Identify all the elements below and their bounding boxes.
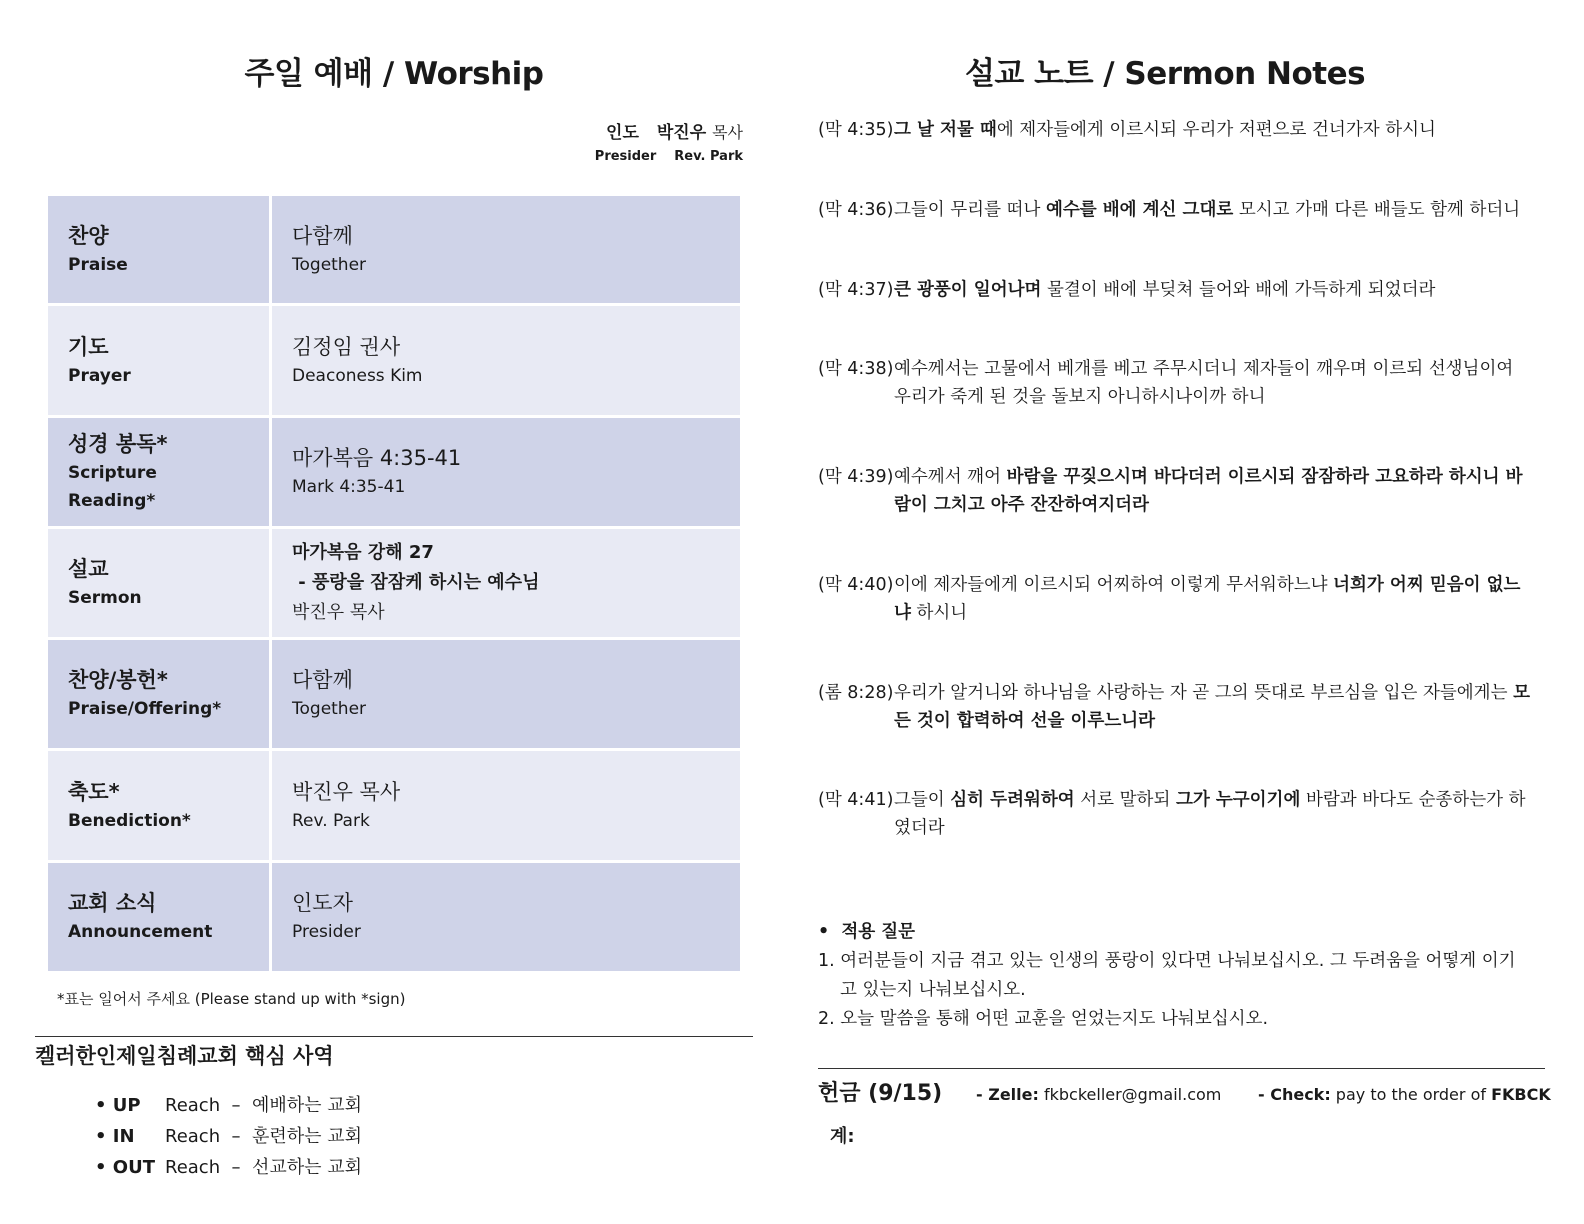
verse-note: [818, 571, 1553, 627]
verse-text: 이에 제자들에게 이르시되 어찌하여 이렇게 무서워하느냐: [894, 575, 1334, 595]
ministry-bullet: • OUT: [95, 1157, 155, 1178]
order-row-benediction: [47, 750, 742, 862]
item-kr: 성경 봉독*: [68, 432, 168, 456]
verse-text-line2: 우리가 죽게 된 것을 돌보지 아니하시나이까 하니: [894, 387, 1266, 407]
item-en: Scripture Reading*: [68, 463, 157, 511]
worship-column: [0, 0, 790, 1224]
verse-text: 그들이: [894, 790, 951, 810]
verse-text: 그들이 무리를 떠나: [894, 200, 1046, 220]
order-value: [271, 195, 742, 305]
presider-name-kr: 박진우: [656, 123, 707, 143]
presider-name-en: Rev. Park: [674, 149, 743, 164]
verse-ref: (막 4:41): [818, 790, 894, 810]
divider: [818, 1068, 1545, 1069]
check-payee: FKBCK: [1491, 1085, 1551, 1104]
verse-ref: (막 4:37): [818, 280, 894, 300]
order-row-sermon: [47, 528, 742, 639]
item-kr: 찬양: [68, 223, 109, 248]
item-en: Praise: [68, 254, 128, 275]
verse-text-line2: 하시니: [910, 603, 968, 623]
verse-emphasis: 모: [1513, 683, 1530, 703]
order-item: [47, 417, 271, 528]
item-en: Prayer: [68, 365, 131, 386]
check-instruction: pay to the order of: [1330, 1085, 1492, 1104]
item-kr: 기도: [68, 334, 109, 359]
verse-text: 바람과 바다도 순종하는가 하: [1300, 790, 1526, 810]
divider: [35, 1036, 753, 1037]
verse-note: [818, 786, 1553, 842]
verse-text: 물결이 배에 부딪쳐 들어와 배에 가득하게 되었더라: [1041, 280, 1436, 300]
value-kr: 다함께: [292, 223, 353, 248]
item-en: Announcement: [68, 922, 213, 942]
order-row-announcement: [47, 862, 742, 973]
order-item: [47, 195, 271, 305]
verse-text: 모시고 가매 다른 배들도 함께 하더니: [1233, 200, 1521, 220]
sermon-notes-column: [790, 0, 1584, 1224]
verse-emphasis: 너희가 어찌 믿음이 없느: [1333, 575, 1521, 595]
verse-emphasis: 심히 두려워하여: [950, 790, 1075, 810]
item-en: Benediction*: [68, 810, 191, 831]
value-en: Together: [292, 699, 367, 719]
verse-note: [818, 463, 1553, 519]
verse-emphasis-line2: 냐: [894, 603, 911, 623]
item-en: Sermon: [68, 588, 142, 608]
offering-total-label: 계:: [830, 1126, 855, 1147]
order-row-prayer: [47, 305, 742, 417]
verse-note: [818, 196, 1553, 224]
verse-text: 예수께서는 고물에서 베개를 베고 주무시더니 제자들이 깨우며 이르되 선생님이여: [894, 359, 1514, 379]
verse-ref: (막 4:39): [818, 467, 894, 487]
verse-ref: (롬 8:28): [818, 683, 894, 703]
application-questions: [818, 918, 1553, 1034]
order-item: [47, 528, 271, 639]
order-item: [47, 639, 271, 750]
ministry-bullet: • IN: [95, 1126, 135, 1147]
order-row-praise: [47, 195, 742, 305]
question-2: 2. 오늘 말씀을 통해 어떤 교훈을 얻었는지도 나눠보십시오.: [818, 1009, 1269, 1029]
verse-text-line2: 였더라: [894, 818, 945, 838]
core-ministry-title: 켈러한인제일침례교회 핵심 사역: [35, 1044, 334, 1068]
order-item: [47, 750, 271, 862]
list-item: [95, 1090, 362, 1121]
verse-note: [818, 679, 1553, 735]
ministry-text: Reach – 예배하는 교회: [165, 1095, 363, 1116]
sermon-title: 마가복음 강해 27: [292, 542, 434, 563]
order-item: [47, 305, 271, 417]
value-kr: 김정임 권사: [292, 334, 401, 359]
item-kr: 교회 소식: [68, 891, 157, 915]
verse-ref: (막 4:35): [818, 120, 894, 140]
verse-emphasis: 바람을 꾸짖으시며 바다더러 이르시되 잠잠하라 고요하라 하시니 바: [1006, 467, 1523, 487]
order-value: [271, 305, 742, 417]
zelle-email: fkbckeller@gmail.com: [1038, 1085, 1222, 1104]
verse-text: 서로 말하되: [1074, 790, 1176, 810]
verse-emphasis: 그 날 저물 때: [894, 120, 997, 140]
ministry-text: Reach – 훈련하는 교회: [165, 1126, 363, 1147]
verse-emphasis: 큰 광풍이 일어나며: [894, 280, 1042, 300]
value-en: Together: [292, 254, 367, 275]
order-value: [271, 417, 742, 528]
order-value: [271, 862, 742, 973]
value-kr: 인도자: [292, 891, 353, 915]
worship-title: 주일 예배 / Worship: [244, 56, 544, 92]
verse-ref: (막 4:38): [818, 359, 894, 379]
item-kr: 찬양/봉헌*: [68, 668, 168, 692]
value-en: Deaconess Kim: [292, 365, 423, 386]
order-value: [271, 528, 742, 639]
verse-ref: (막 4:40): [818, 575, 894, 595]
presider-label-kr: 인도: [606, 123, 639, 143]
order-row-offering: [47, 639, 742, 750]
verse-note: [818, 276, 1553, 304]
value-en: Rev. Park: [292, 810, 370, 831]
order-value: [271, 750, 742, 862]
stand-up-note: *표는 일어서 주세요 (Please stand up with *sign): [57, 990, 406, 1008]
list-item: [95, 1121, 362, 1152]
zelle-label: - Zelle:: [976, 1085, 1039, 1104]
order-row-scripture: [47, 417, 742, 528]
list-item: [95, 1152, 362, 1183]
value-kr: 박진우 목사: [292, 779, 401, 804]
value-en: Mark 4:35-41: [292, 477, 406, 497]
value-kr: 다함께: [292, 668, 353, 692]
check-label: - Check:: [1258, 1085, 1331, 1104]
value-kr: 마가복음 4:35-41: [292, 446, 462, 470]
value-en: Presider: [292, 922, 361, 942]
verse-ref: (막 4:36): [818, 200, 894, 220]
core-ministry-list: [95, 1090, 362, 1183]
offering-title: 헌금 (9/15): [818, 1081, 943, 1106]
application-heading: • 적용 질문: [818, 922, 916, 942]
verse-note: [818, 116, 1553, 144]
presider-title-kr: 목사: [712, 123, 743, 142]
item-kr: 축도*: [68, 779, 120, 804]
verse-emphasis-line2: 람이 그치고 아주 잔잔하여지더라: [894, 495, 1149, 515]
verse-text: 예수께서 깨어: [894, 467, 1007, 487]
offering-info: [818, 1076, 1553, 1107]
preacher: 박진우 목사: [292, 602, 385, 623]
order-value: [271, 639, 742, 750]
presider-label-en: Presider: [594, 149, 657, 164]
order-item: [47, 862, 271, 973]
presider-block: [595, 118, 743, 164]
item-kr: 설교: [68, 557, 109, 581]
verse-note: [818, 355, 1553, 411]
question-1: 1. 여러분들이 지금 겪고 있는 인생의 풍랑이 있다면 나눠보십시오. 그 두려움을 어떻게 이기: [818, 951, 1516, 971]
verse-emphasis: 그가 누구이기에: [1175, 790, 1301, 810]
verse-text: 우리가 알거니와 하나님을 사랑하는 자 곧 그의 뜻대로 부르심을 입은 자들에게는: [894, 683, 1514, 703]
order-of-worship-table: [45, 193, 743, 974]
item-en: Praise/Offering*: [68, 699, 222, 719]
verse-text: 에 제자들에게 이르시되 우리가 저편으로 건너가자 하시니: [996, 120, 1436, 140]
ministry-text: Reach – 선교하는 교회: [165, 1157, 363, 1178]
question-1-cont: 고 있는지 나눠보십시오.: [840, 980, 1026, 1000]
ministry-bullet: • UP: [95, 1095, 141, 1116]
sermon-subtitle: - 풍랑을 잠잠케 하시는 예수님: [292, 572, 540, 593]
verse-emphasis-line2: 든 것이 합력하여 선을 이루느니라: [894, 711, 1156, 731]
sermon-notes-title: 설교 노트 / Sermon Notes: [964, 56, 1366, 92]
verse-emphasis: 예수를 배에 계신 그대로: [1045, 200, 1234, 220]
